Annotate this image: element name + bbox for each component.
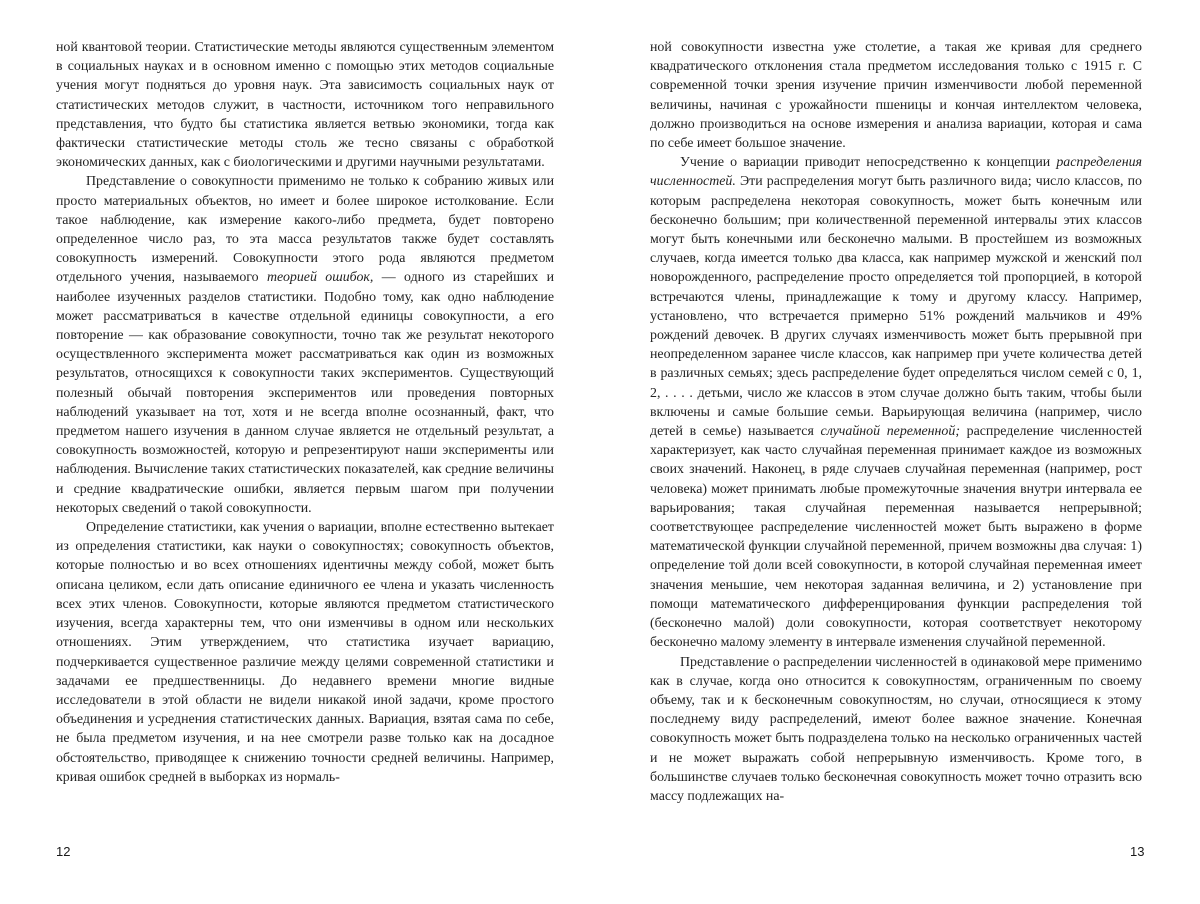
paragraph: Определение статистики, как учения о вариации, вполне естественно вытекает из определения статистики, как науки о совокупностях; совокупность объектов, которые полностью и во всех отношениях идентичны между собой, может быть описана целиком, если дать описание единичного ее члена и указать численность всех этих членов. Совокупности, которые являются предметом статистического изучения, всегда характерны тем, что они изменчивы в одном или нескольких отношениях. Этим утверждением, что статистика изучает вариацию, подчеркивается существенное различие между целями современной статистики и задачами ее предшественницы. До недавнего времени многие видные исследователи в этой области не видели никакой иной задачи, кроме простого объединения и усреднения статистических данных. Вариация, взятая сама по себе, не была предметом изучения, и на нее смотрели разве только как на досадное обстоятельство, приводящее к снижению точности средней величины. Например, кривая ошибок средней в выборках из нормаль- <box>56 520 554 785</box>
left-page-text <box>56 38 554 787</box>
paragraph-text: Представление о совокупности применимо не только к собранию живых или просто материальных объектов, но имеет и более широкое истолкование. Если такое наблюдение, как измерение какого-либо предмета, будет повторено определенное число раз, то эта масса результатов также будет составлять совокупность измерений. Совокупности этого рода являются предметом отдельного учения, называемого <box>56 174 554 286</box>
paragraph <box>56 172 554 518</box>
page-number-right: 13 <box>1130 844 1145 859</box>
left-page <box>56 38 554 787</box>
paragraph-text: Эти распределения могут быть различного вида; число классов, по которым распределена некоторая совокупность, может быть конечным или бесконечно большим; при количественной переменной интервалы этих классов могут быть конечными или бесконечно малыми. В простейшем из возможных случаев, когда имеется только два класса, как например мужской и женский пол новорожденного, распределение просто определяется той пропорцией, в которой встречаются члены, принадлежащие к тому и другому классу. Например, установлено, что встречается примерно 51% рождений мальчиков и 49% рождений девочек. В других случаях изменчивость может быть прерывной при неопределенном заранее числе классов, как например при учете количества детей в различных семьях; здесь распределение будет определяться числом семей с 0, 1, 2, . . . . детьми, число же классов в этом случае должно быть таким, чтобы были включены и самые большие семьи. Варьирующая величина (например, число детей в семье) называется <box>650 174 1142 440</box>
emphasis-term: распределения численностей. <box>650 155 1142 190</box>
emphasis-term: теорией ошибок, <box>266 270 374 286</box>
page-number-left: 12 <box>56 844 71 859</box>
paragraph-text: — одного из старейших и наиболее изученных разделов статистики. Подобно тому, как одно наблюдение может рассматриваться в качестве отдельной единицы совокупности, а его повторение — как образование совокупности, точно так же результат некоторого осуществленного эксперимента может рассматриваться как один из возможных результатов, относящихся к совокупности таких экспериментов. Существующий полезный обычай повторения экспериментов или проведения повторных наблюдений указывает на тот, хотя и не всегда вполне осознанный, факт, что предметом нашего изучения в данном случае является не отдельный результат, а совокупность возможностей, которую и репрезентируют наши эксперименты или наблюдения. Вычисление таких статистических показателей, как средние величины и средние квадратические ошибки, является первым шагом при получении некоторых сведений о такой совокупности. <box>56 270 554 516</box>
right-page-text <box>650 38 1142 806</box>
paragraph: ной совокупности известна уже столетие, а такая же кривая для среднего квадратического отклонения стала предметом исследования только с 1915 г. С современной точки зрения изучение причин изменчивости любой переменной величины, начиная с урожайности пшеницы и кончая интеллектом человека, должно производиться на основе измерения и анализа вариации, которая и сама по себе имеет большое значение. <box>650 40 1142 152</box>
paragraph-text: Учение о вариации приводит непосредственно к концепции <box>680 155 1057 171</box>
right-page <box>650 38 1142 806</box>
paragraph-text: распределение численностей характеризует, как часто случайная переменная принимает каждое из возможных своих значений. Наконец, в ряде случаев случайная переменная (например, рост человека) может принимать любые промежуточные значения внутри интервала ее варьирования; такая случайная переменная называется непрерывной; соответствующее распределение численностей может быть выражено в форме математической функции случайной переменной, причем возможны два случая: 1) определение той доли всей совокупности, в которой случайная переменная имеет значения меньшие, чем некоторая заданная величина, и 2) установление при помощи математического дифференцирования функции распределения той (бесконечно малой) доли совокупности, которая соответствует некоторому бесконечно малому элементу в интервале изменения случайной переменной. <box>650 424 1143 651</box>
paragraph: Представление о распределении численностей в одинаковой мере применимо как в случае, когда оно относится к совокупностям, ограниченным по своему объему, так и к бесконечным совокупностям, но случаи, относящиеся к этому последнему виду распределений, имеют более важное значение. Конечная совокупность может быть подразделена только на несколько ограниченных частей и не может выражать собой непрерывную изменчивость. Кроме того, в большинстве случаев только бесконечная совокупность может точно отразить всю массу подлежащих на- <box>650 654 1142 804</box>
emphasis-term: случайной переменной; <box>820 424 960 440</box>
paragraph <box>650 153 1142 652</box>
paragraph: ной квантовой теории. Статистические методы являются существенным элементом в социальных науках и в основном именно с помощью этих методов социальные учения могут подняться до уровня наук. Эта зависимость социальных наук от статистических методов служит, в частности, источником того неправильного представления, что будто бы статистика является ветвью экономики, тогда как фактически статистические методы столь же тесно связаны с обработкой экономических данных, как с биологическими и другими научными результатами. <box>56 40 554 171</box>
